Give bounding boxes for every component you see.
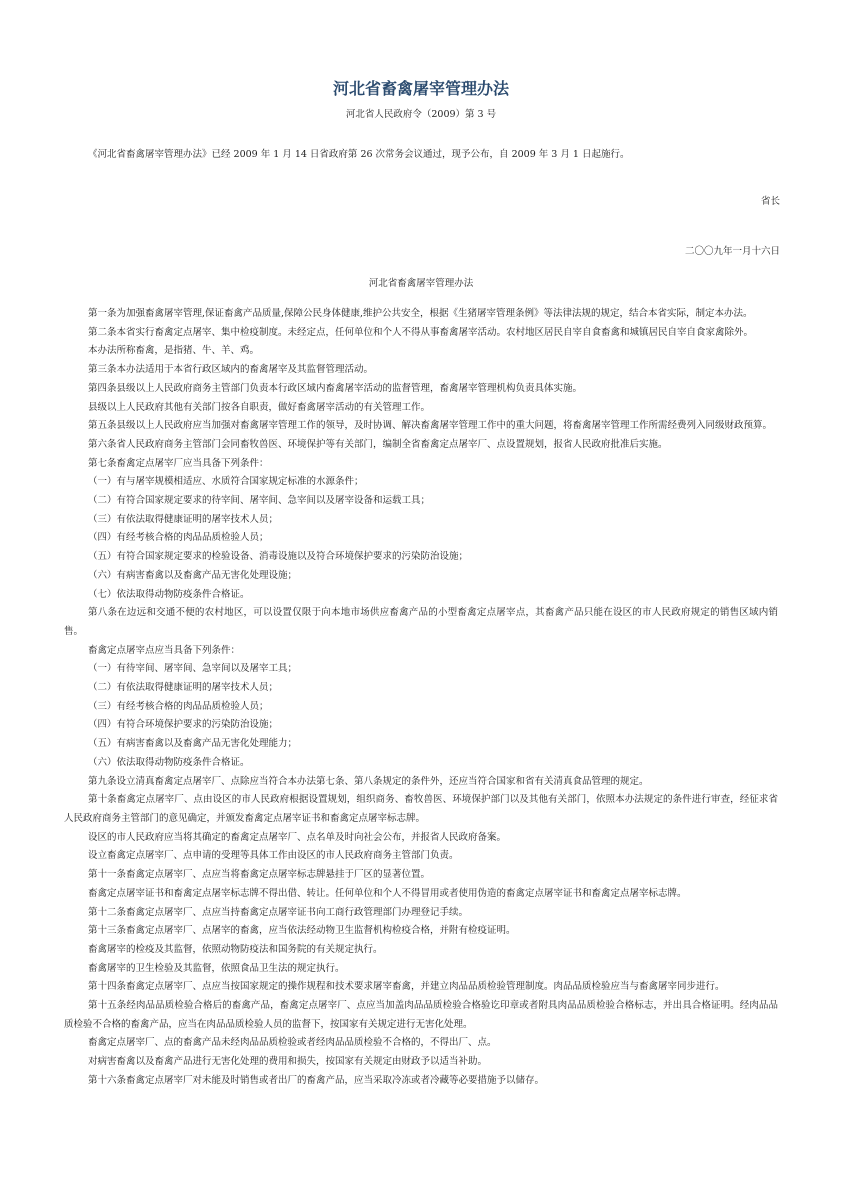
article-paragraph: 第八条在边远和交通不便的农村地区，可以设置仅限于向本地市场供应畜禽产品的小型畜禽定点屠宰点，其畜禽产品只能在设区的市人民政府规定的销售区域内销售。 <box>64 607 778 637</box>
article-paragraph: 畜禽定点屠宰证书和畜禽定点屠宰标志牌不得出借、转让。任何单位和个人不得冒用或者使用伪造的畜禽定点屠宰证书和畜禽定点屠宰标志牌。 <box>88 887 687 899</box>
condition-item: （四）有经考核合格的肉品品质检验人员； <box>88 532 269 544</box>
article-paragraph: 设立畜禽定点屠宰厂、点申请的受理等具体工作由设区的市人民政府商务主管部门负责。 <box>88 850 459 862</box>
article-paragraph: 县级以上人民政府其他有关部门按各自职责，做好畜禽屠宰活动的有关管理工作。 <box>88 401 431 413</box>
article-paragraph: 畜禽定点屠宰厂、点的畜禽产品未经肉品品质检验或者经肉品品质检验不合格的，不得出厂、点。 <box>88 1037 497 1049</box>
article-paragraph: 第十四条畜禽定点屠宰厂、点应当按国家规定的操作规程和技术要求屠宰畜禽，并建立肉品品质检验管理制度。肉品品质检验应当与畜禽屠宰同步进行。 <box>88 981 725 993</box>
condition-item: （四）有符合环境保护要求的污染防治设施； <box>88 719 279 731</box>
condition-item: （三）有经考核合格的肉品品质检验人员； <box>88 700 269 712</box>
condition-item: （六）依法取得动物防疫条件合格证。 <box>88 756 250 768</box>
article-paragraph: 第一条为加强畜禽屠宰管理,保证畜禽产品质量,保障公民身体健康,维护公共安全，根据《生猪屠宰管理条例》等法律法规的规定，结合本省实际，制定本办法。 <box>88 308 753 319</box>
signer-title: 省长 <box>760 196 780 207</box>
condition-item: （七）依法取得动物防疫条件合格证。 <box>88 588 250 600</box>
article-paragraph: 第九条设立清真畜禽定点屠宰厂、点除应当符合本办法第七条、第八条规定的条件外，还应当符合国家和省有关清真食品管理的规定。 <box>88 775 649 787</box>
condition-item: （一）有待宰间、屠宰间、急宰间以及屠宰工具； <box>88 663 298 675</box>
article-paragraph: 畜禽屠宰的卫生检验及其监督，依照食品卫生法的规定执行。 <box>88 962 345 974</box>
article-paragraph: 设区的市人民政府应当将其确定的畜禽定点屠宰厂、点名单及时向社会公布，并报省人民政府备案。 <box>88 831 507 843</box>
article-paragraph: 第十二条畜禽定点屠宰厂、点应当持畜禽定点屠宰证书向工商行政管理部门办理登记手续。 <box>88 906 469 918</box>
article-paragraph: 畜禽定点屠宰点应当具备下列条件： <box>88 644 241 656</box>
article-paragraph: 第六条省人民政府商务主管部门会同畜牧兽医、环境保护等有关部门，编制全省畜禽定点屠宰厂、点设置规划，报省人民政府批准后实施。 <box>88 438 668 450</box>
regulation-heading: 河北省畜禽屠宰管理办法 <box>368 278 474 289</box>
article-paragraph: 第十五条经肉品品质检验合格后的畜禽产品，畜禽定点屠宰厂、点应当加盖肉品品质检验合格验讫印章或者附具肉品品质检验合格标志，并出具合格证明。经肉品品质检验不合格的畜禽产品，应当在肉品品质检验人员的监督下，按国家有关规定进行无害化处理。 <box>64 1000 778 1030</box>
document-title: 河北省畜禽屠宰管理办法 <box>332 79 509 98</box>
article-paragraph: 第四条县级以上人民政府商务主管部门负责本行政区域内畜禽屠宰活动的监督管理，畜禽屠宰管理机构负责具体实施。 <box>88 382 583 394</box>
condition-item: （五）有符合国家规定要求的检验设备、消毒设施以及符合环境保护要求的污染防治设施； <box>88 551 469 563</box>
article-paragraph: 第十一条畜禽定点屠宰厂、点应当将畜禽定点屠宰标志牌悬挂于厂区的显著位置。 <box>88 869 431 881</box>
article-paragraph: 第三条本办法适用于本省行政区域内的畜禽屠宰及其监督管理活动。 <box>88 364 374 376</box>
article-paragraph: 第七条畜禽定点屠宰厂应当具备下列条件： <box>88 457 269 469</box>
condition-item: （二）有符合国家规定要求的待宰间、屠宰间、急宰间以及屠宰设备和运载工具； <box>88 495 431 507</box>
article-paragraph: 本办法所称畜禽，是指猪、牛、羊、鸡。 <box>88 345 260 357</box>
condition-item: （五）有病害畜禽以及畜禽产品无害化处理能力； <box>88 738 298 750</box>
issue-date: 二〇〇九年一月十六日 <box>684 246 780 257</box>
article-paragraph: 对病害畜禽以及畜禽产品进行无害化处理的费用和损失，按国家有关规定由财政予以适当补助。 <box>88 1056 488 1068</box>
article-paragraph: 第二条本省实行畜禽定点屠宰、集中检疫制度。未经定点，任何单位和个人不得从事畜禽屠宰活动。农村地区居民自宰自食畜禽和城镇居民自宰自食家禽除外。 <box>88 326 754 338</box>
decree-number: 河北省人民政府令（2009）第 3 号 <box>345 109 497 120</box>
condition-item: （六）有病害畜禽以及畜禽产品无害化处理设施； <box>88 569 298 581</box>
article-paragraph: 第十条畜禽定点屠宰厂、点由设区的市人民政府根据设置规划，组织商务、畜牧兽医、环境保护部门以及其他有关部门，依照本办法规定的条件进行审查，经征求省人民政府商务主管部门的意见确定，并颁发畜禽定点屠宰证书和畜禽定点屠宰标志牌。 <box>64 794 778 824</box>
condition-item: （二）有依法取得健康证明的屠宰技术人员； <box>88 682 279 694</box>
article-paragraph: 第五条县级以上人民政府应当加强对畜禽屠宰管理工作的领导，及时协调、解决畜禽屠宰管理工作中的重大问题，将畜禽屠宰管理工作所需经费列入同级财政预算。 <box>88 420 773 432</box>
condition-item: （一）有与屠宰规模相适应、水质符合国家规定标准的水源条件； <box>88 476 364 488</box>
article-paragraph: 第十三条畜禽定点屠宰厂、点屠宰的畜禽，应当依法经动物卫生监督机构检疫合格，并附有检疫证明。 <box>88 925 516 937</box>
condition-item: （三）有依法取得健康证明的屠宰技术人员； <box>88 513 279 525</box>
article-paragraph: 第十六条畜禽定点屠宰厂对未能及时销售或者出厂的畜禽产品，应当采取冷冻或者冷藏等必要措施予以储存。 <box>88 1074 545 1086</box>
regulation-body <box>64 305 778 1091</box>
article-paragraph: 畜禽屠宰的检疫及其监督，依照动物防疫法和国务院的有关规定执行。 <box>88 943 383 955</box>
promulgation-notice: 《河北省畜禽屠宰管理办法》已经 2009 年 1 月 14 日省政府第 26 次常务会议通过，现予公布，自 2009 年 3 月 1 日起施行。 <box>88 149 630 160</box>
